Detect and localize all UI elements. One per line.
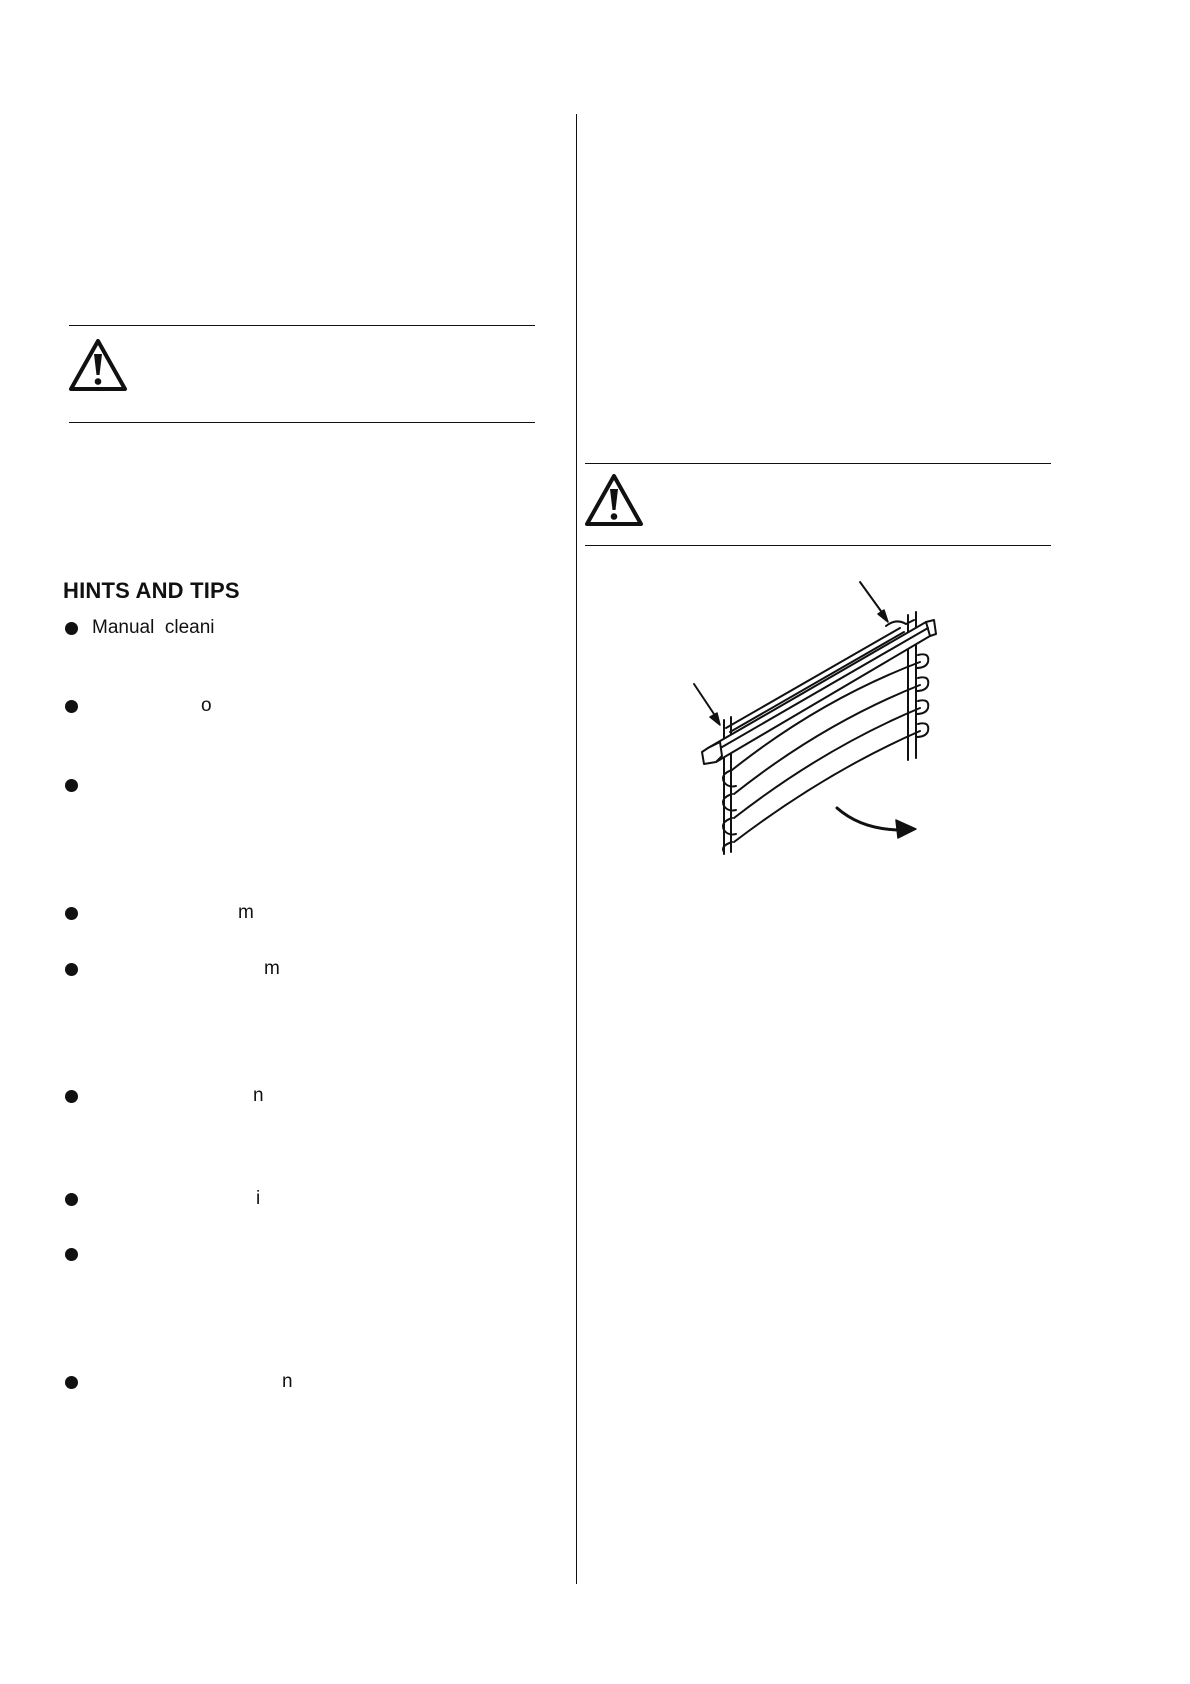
list-item-text: n: [253, 1085, 264, 1106]
bullet-icon: [65, 1193, 78, 1206]
warning-box-bottom-rule: [585, 545, 1051, 546]
bullet-icon: [65, 907, 78, 920]
bullet-icon: [65, 622, 78, 635]
bullet-icon: [65, 963, 78, 976]
bullet-icon: [65, 1090, 78, 1103]
top-arrow-icon: [860, 582, 888, 622]
bullet-icon: [65, 1248, 78, 1261]
warning-box-top-rule: [585, 463, 1051, 464]
list-item-text: m: [264, 958, 280, 979]
hints-and-tips-heading: HINTS AND TIPS: [63, 578, 240, 603]
list-item-text: Manual cleani: [92, 617, 215, 638]
bullet-icon: [65, 700, 78, 713]
list-item-text: n: [282, 1371, 293, 1392]
warning-box-top-rule: [69, 325, 535, 326]
warning-box-bottom-rule: [69, 422, 535, 423]
list-item-text: m: [238, 902, 254, 923]
list-item-text: i: [256, 1188, 261, 1209]
bullet-icon: [65, 1376, 78, 1389]
shelf-support-removal-illustration: [690, 580, 940, 860]
bullet-icon: [65, 779, 78, 792]
column-divider: [576, 114, 577, 1584]
warning-triangle-icon: [584, 473, 644, 527]
list-item-text: o: [201, 695, 212, 716]
rotate-arrow-icon: [837, 808, 916, 838]
warning-triangle-icon: [68, 338, 128, 392]
left-arrow-icon: [694, 684, 720, 725]
